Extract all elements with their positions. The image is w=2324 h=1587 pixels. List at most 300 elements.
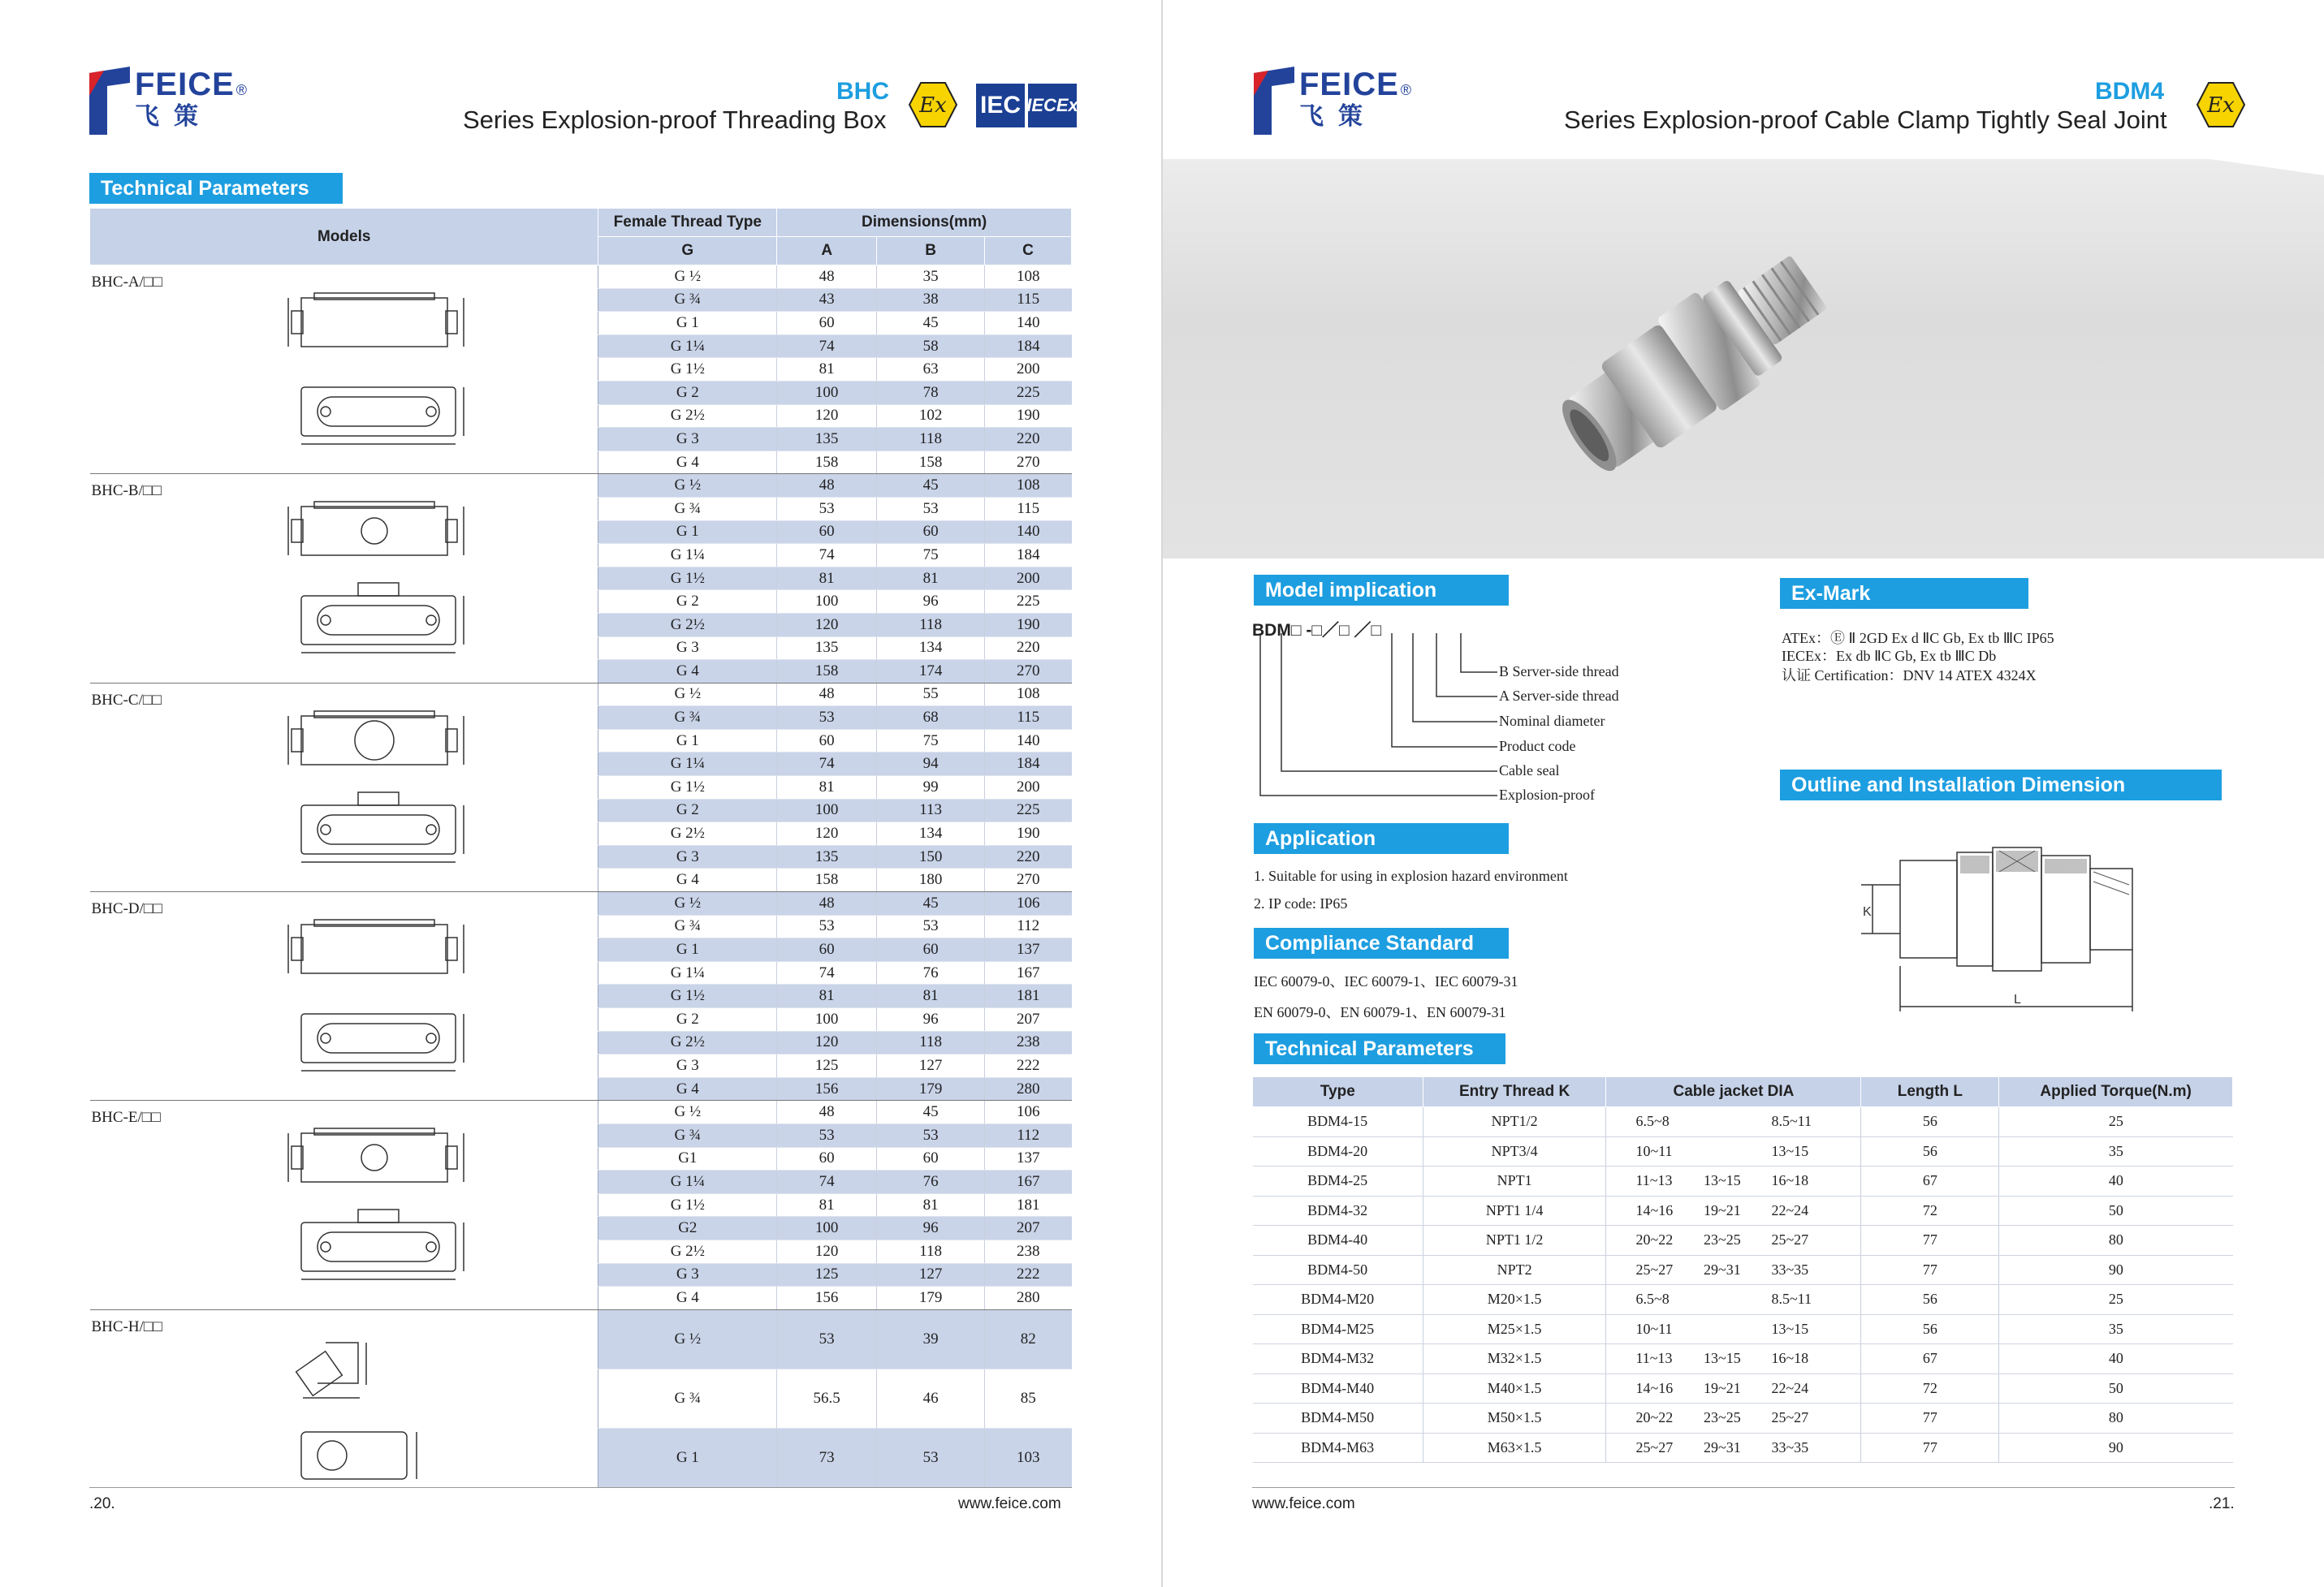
thread-cell: G 2½	[598, 404, 777, 428]
dia-range: 25~27	[1771, 1231, 1809, 1248]
table-row	[90, 1101, 1072, 1124]
b-cell: 96	[877, 1217, 985, 1240]
b-cell: 134	[877, 636, 985, 660]
thread-cell: G 2½	[598, 822, 777, 846]
torque-cell: 80	[1999, 1226, 2233, 1256]
dia-range: 33~35	[1771, 1261, 1809, 1278]
section-technical-parameters: Technical Parameters	[1254, 1033, 1505, 1064]
b-cell: 150	[877, 845, 985, 869]
a-cell: 48	[777, 265, 877, 289]
thread-cell: G 1½	[598, 985, 777, 1008]
model-cell	[90, 892, 598, 1101]
b-cell: 179	[877, 1287, 985, 1310]
thread-cell: G 3	[598, 636, 777, 660]
dia-range: 25~27	[1635, 1438, 1674, 1455]
bdm4-parameter-table	[1252, 1076, 2233, 1463]
dia-range: 13~15	[1771, 1142, 1809, 1159]
model-code: BDM□ -□／□ ／□	[1252, 621, 1382, 640]
b-cell: 53	[877, 915, 985, 938]
torque-cell: 35	[1999, 1314, 2233, 1344]
torque-cell: 25	[1999, 1107, 2233, 1137]
a-cell: 60	[777, 520, 877, 544]
col-length: Length L	[1861, 1077, 1999, 1107]
c-cell: 181	[985, 985, 1072, 1008]
feice-logo-mark-icon	[1254, 67, 1294, 135]
b-cell: 45	[877, 312, 985, 335]
dia-range: 29~31	[1703, 1261, 1741, 1278]
dia-range: 22~24	[1771, 1201, 1809, 1218]
thread-cell: G ¾	[598, 915, 777, 938]
thread-cell: G ¾	[598, 706, 777, 730]
b-cell: 81	[877, 1193, 985, 1217]
cable-dia-cell	[1606, 1404, 1861, 1434]
b-cell: 45	[877, 474, 985, 498]
table-row	[1253, 1374, 2233, 1404]
c-cell: 220	[985, 428, 1072, 451]
c-cell: 220	[985, 845, 1072, 869]
b-cell: 174	[877, 660, 985, 684]
thread-cell: G 2	[598, 799, 777, 822]
thread-cell: M25×1.5	[1423, 1314, 1606, 1344]
model-drawing	[285, 1117, 480, 1309]
dia-range: 13~15	[1703, 1172, 1741, 1189]
b-cell: 78	[877, 381, 985, 404]
iec-logos	[976, 84, 1077, 127]
c-cell: 270	[985, 869, 1072, 892]
c-cell: 115	[985, 497, 1072, 520]
type-cell: BDM4-M20	[1253, 1285, 1423, 1315]
torque-cell: 50	[1999, 1374, 2233, 1404]
type-cell: BDM4-20	[1253, 1136, 1423, 1167]
length-cell: 72	[1861, 1374, 1999, 1404]
length-cell: 56	[1861, 1107, 1999, 1137]
a-cell: 100	[777, 590, 877, 614]
thread-cell: NPT1/2	[1423, 1107, 1606, 1137]
type-cell: BDM4-M25	[1253, 1314, 1423, 1344]
a-cell: 100	[777, 799, 877, 822]
a-cell: 53	[777, 497, 877, 520]
c-cell: 225	[985, 381, 1072, 404]
a-cell: 53	[777, 706, 877, 730]
model-drawing	[285, 282, 480, 473]
b-cell: 39	[877, 1309, 985, 1369]
a-cell: 53	[777, 915, 877, 938]
ex-symbol-text: Ex	[2207, 93, 2235, 118]
thread-cell: G 2½	[598, 1031, 777, 1054]
table-row	[1253, 1136, 2233, 1167]
torque-cell: 25	[1999, 1285, 2233, 1315]
c-cell: 207	[985, 1008, 1072, 1032]
section-application: Application	[1254, 823, 1509, 854]
dia-range: 20~22	[1635, 1409, 1674, 1426]
thread-cell: G 1½	[598, 358, 777, 382]
a-cell: 74	[777, 753, 877, 776]
table-row	[1253, 1285, 2233, 1315]
legend-b-thread: B Server-side thread	[1499, 663, 1619, 679]
b-cell: 127	[877, 1054, 985, 1078]
thread-cell: G ¾	[598, 288, 777, 312]
thread-cell: NPT3/4	[1423, 1136, 1606, 1167]
legend-a-thread: A Server-side thread	[1499, 688, 1619, 704]
type-cell: BDM4-M32	[1253, 1344, 1423, 1374]
a-cell: 53	[777, 1309, 877, 1369]
length-cell: 72	[1861, 1196, 1999, 1226]
a-cell: 100	[777, 381, 877, 404]
dia-range: 33~35	[1771, 1438, 1809, 1455]
a-cell: 135	[777, 428, 877, 451]
thread-cell: G 2	[598, 590, 777, 614]
torque-cell: 40	[1999, 1344, 2233, 1374]
thread-cell: G 3	[598, 1263, 777, 1287]
legend-cable-seal: Cable seal	[1499, 762, 1560, 778]
registered-mark: ®	[235, 82, 248, 98]
b-cell: 134	[877, 822, 985, 846]
c-cell: 82	[985, 1309, 1072, 1369]
c-cell: 222	[985, 1263, 1072, 1287]
thread-cell: M40×1.5	[1423, 1374, 1606, 1404]
b-cell: 75	[877, 729, 985, 753]
dim-l-label: L	[2014, 993, 2021, 1007]
dia-range: 22~24	[1771, 1379, 1809, 1396]
table-row	[90, 683, 1072, 706]
model-cell	[90, 265, 598, 474]
a-cell: 81	[777, 358, 877, 382]
c-cell: 200	[985, 567, 1072, 590]
a-cell: 60	[777, 938, 877, 962]
thread-cell: G ¾	[598, 1369, 777, 1428]
b-cell: 76	[877, 1171, 985, 1194]
thread-cell: NPT1	[1423, 1167, 1606, 1197]
thread-cell: G 2½	[598, 1240, 777, 1263]
dia-range: 20~22	[1635, 1231, 1674, 1248]
table-row	[1253, 1196, 2233, 1226]
thread-cell: G ¾	[598, 497, 777, 520]
thread-cell: G2	[598, 1217, 777, 1240]
outline-dimension-drawing	[1853, 836, 2170, 1023]
b-cell: 53	[877, 1123, 985, 1147]
b-cell: 35	[877, 265, 985, 289]
b-cell: 118	[877, 428, 985, 451]
b-cell: 113	[877, 799, 985, 822]
length-cell: 67	[1861, 1167, 1999, 1197]
a-cell: 53	[777, 1123, 877, 1147]
c-cell: 190	[985, 613, 1072, 636]
ex-hexagon-icon	[2196, 81, 2246, 128]
cable-dia-cell	[1606, 1226, 1861, 1256]
model-name: BHC-B/□□	[91, 482, 162, 500]
a-cell: 120	[777, 1240, 877, 1263]
a-cell: 60	[777, 1147, 877, 1171]
b-cell: 46	[877, 1369, 985, 1428]
dia-range: 19~21	[1703, 1201, 1741, 1218]
a-cell: 56.5	[777, 1369, 877, 1428]
table-row	[90, 474, 1072, 498]
thread-cell: G1	[598, 1147, 777, 1171]
model-name: BHC-E/□□	[91, 1109, 161, 1127]
dia-range: 10~11	[1635, 1142, 1673, 1159]
length-cell: 77	[1861, 1226, 1999, 1256]
thread-cell: G 4	[598, 1077, 777, 1101]
brand-name: FEICE	[1299, 67, 1399, 102]
table-row	[90, 892, 1072, 916]
thread-cell: M63×1.5	[1423, 1433, 1606, 1463]
series-code: BDM4	[2095, 78, 2165, 105]
dia-range	[1704, 1113, 1769, 1130]
c-cell: 280	[985, 1287, 1072, 1310]
left-page	[0, 0, 1161, 1587]
a-cell: 125	[777, 1263, 877, 1287]
footer-divider	[89, 1487, 1072, 1488]
type-cell: BDM4-50	[1253, 1255, 1423, 1285]
model-name: BHC-H/□□	[91, 1317, 162, 1335]
a-cell: 120	[777, 1031, 877, 1054]
series-code: BHC	[836, 78, 889, 105]
c-cell: 200	[985, 358, 1072, 382]
thread-cell: G 1	[598, 520, 777, 544]
c-cell: 108	[985, 265, 1072, 289]
torque-cell: 50	[1999, 1196, 2233, 1226]
cable-dia-cell	[1606, 1314, 1861, 1344]
c-cell: 190	[985, 404, 1072, 428]
thread-cell: G ¾	[598, 1123, 777, 1147]
application-line-2: 2. IP code: IP65	[1254, 895, 1348, 912]
a-cell: 60	[777, 729, 877, 753]
c-cell: 238	[985, 1031, 1072, 1054]
right-page	[1163, 0, 2324, 1587]
feice-logo-mark-icon	[89, 67, 130, 135]
c-cell: 112	[985, 915, 1072, 938]
b-cell: 55	[877, 683, 985, 706]
c-cell: 85	[985, 1369, 1072, 1428]
dia-range: 8.5~11	[1771, 1291, 1812, 1308]
dia-range: 14~16	[1635, 1201, 1674, 1218]
a-cell: 74	[777, 544, 877, 567]
thread-cell: G 1	[598, 312, 777, 335]
model-drawing	[285, 490, 480, 682]
website-left: www.feice.com	[958, 1495, 1061, 1512]
table-row	[1253, 1433, 2233, 1463]
table-row	[1253, 1167, 2233, 1197]
length-cell: 67	[1861, 1344, 1999, 1374]
dia-range	[1704, 1321, 1769, 1338]
dia-range: 16~18	[1771, 1350, 1809, 1367]
cable-dia-cell	[1606, 1107, 1861, 1137]
b-cell: 45	[877, 892, 985, 916]
c-cell: 108	[985, 474, 1072, 498]
dia-range: 14~16	[1635, 1379, 1674, 1396]
a-cell: 81	[777, 1193, 877, 1217]
a-cell: 60	[777, 312, 877, 335]
b-cell: 94	[877, 753, 985, 776]
ex-mark-iecex: IECEx：Ex db ⅡC Gb, Ex tb ⅢC Db	[1782, 648, 1997, 664]
model-cell	[90, 474, 598, 683]
series-title: Series Explosion-proof Cable Clamp Tightly Seal Joint	[1564, 106, 2167, 134]
length-cell: 56	[1861, 1285, 1999, 1315]
c-cell: 200	[985, 776, 1072, 800]
b-cell: 127	[877, 1263, 985, 1287]
registered-mark: ®	[1400, 82, 1412, 98]
col-cable-dia: Cable jacket DIA	[1606, 1077, 1861, 1107]
thread-cell: G ½	[598, 474, 777, 498]
c-cell: 108	[985, 683, 1072, 706]
cable-dia-cell	[1606, 1285, 1861, 1315]
dia-range: 6.5~8	[1635, 1291, 1670, 1308]
thread-cell: G 2	[598, 1008, 777, 1032]
b-cell: 63	[877, 358, 985, 382]
c-cell: 112	[985, 1123, 1072, 1147]
dia-range	[1704, 1291, 1769, 1308]
type-cell: BDM4-M63	[1253, 1433, 1423, 1463]
col-type: Type	[1253, 1077, 1423, 1107]
dia-range: 23~25	[1703, 1231, 1741, 1248]
table-row	[1253, 1344, 2233, 1374]
a-cell: 73	[777, 1428, 877, 1487]
thread-cell: G 4	[598, 869, 777, 892]
iec-logo: IEC	[976, 84, 1025, 127]
thread-cell: G ½	[598, 683, 777, 706]
b-cell: 118	[877, 613, 985, 636]
col-g: G	[598, 237, 777, 265]
type-cell: BDM4-25	[1253, 1167, 1423, 1197]
legend-product-code: Product code	[1499, 738, 1576, 754]
model-drawing	[285, 1326, 439, 1494]
compliance-line-2: EN 60079-0、EN 60079-1、EN 60079-31	[1254, 1004, 1506, 1020]
table-row	[1253, 1226, 2233, 1256]
ex-mark-atex: ATEx：Ⓔ Ⅱ 2GD Ex d ⅡC Gb, Ex tb ⅢC IP65	[1782, 630, 2054, 646]
a-cell: 74	[777, 961, 877, 985]
feice-logo	[89, 67, 247, 135]
table-row	[1253, 1314, 2233, 1344]
cable-dia-cell	[1606, 1374, 1861, 1404]
dia-range: 8.5~11	[1771, 1113, 1812, 1130]
c-cell: 137	[985, 938, 1072, 962]
model-cell	[90, 683, 598, 891]
c-cell: 280	[985, 1077, 1072, 1101]
c-cell: 167	[985, 961, 1072, 985]
c-cell: 190	[985, 822, 1072, 846]
col-thread: Female Thread Type	[598, 209, 777, 237]
a-cell: 135	[777, 636, 877, 660]
thread-cell: G 1½	[598, 1193, 777, 1217]
b-cell: 81	[877, 985, 985, 1008]
dia-range: 25~27	[1771, 1409, 1809, 1426]
b-cell: 102	[877, 404, 985, 428]
model-name: BHC-C/□□	[91, 691, 162, 709]
a-cell: 120	[777, 822, 877, 846]
thread-cell: G 1½	[598, 776, 777, 800]
thread-cell: NPT1 1/2	[1423, 1226, 1606, 1256]
thread-cell: M50×1.5	[1423, 1404, 1606, 1434]
c-cell: 222	[985, 1054, 1072, 1078]
b-cell: 96	[877, 1008, 985, 1032]
b-cell: 118	[877, 1240, 985, 1263]
thread-cell: G 1½	[598, 567, 777, 590]
ex-mark-certification: 认证 Certification：DNV 14 ATEX 4324X	[1782, 667, 2037, 684]
model-drawing	[285, 908, 480, 1100]
series-title: Series Explosion-proof Threading Box	[463, 106, 887, 134]
a-cell: 43	[777, 288, 877, 312]
b-cell: 68	[877, 706, 985, 730]
dia-range: 13~15	[1771, 1320, 1809, 1337]
ex-hexagon-icon	[908, 81, 958, 128]
cable-dia-cell	[1606, 1136, 1861, 1167]
thread-cell: G 3	[598, 845, 777, 869]
b-cell: 75	[877, 544, 985, 567]
a-cell: 48	[777, 683, 877, 706]
col-models: Models	[90, 209, 598, 265]
model-name: BHC-A/□□	[91, 274, 162, 291]
torque-cell: 90	[1999, 1255, 2233, 1285]
cable-dia-cell	[1606, 1255, 1861, 1285]
thread-cell: G ½	[598, 892, 777, 916]
a-cell: 81	[777, 776, 877, 800]
thread-cell: G 1	[598, 729, 777, 753]
thread-cell: G 3	[598, 1054, 777, 1078]
thread-cell: G ½	[598, 1309, 777, 1369]
c-cell: 140	[985, 312, 1072, 335]
col-torque: Applied Torque(N.m)	[1999, 1077, 2233, 1107]
a-cell: 158	[777, 451, 877, 474]
brand-name-cn: 飞策	[135, 102, 213, 131]
b-cell: 60	[877, 520, 985, 544]
type-cell: BDM4-15	[1253, 1107, 1423, 1137]
length-cell: 77	[1861, 1255, 1999, 1285]
section-technical-parameters: Technical Parameters	[89, 173, 343, 204]
table-row	[1253, 1404, 2233, 1434]
c-cell: 270	[985, 451, 1072, 474]
compliance-line-1: IEC 60079-0、IEC 60079-1、IEC 60079-31	[1254, 973, 1518, 990]
legend-explosion-proof: Explosion-proof	[1499, 787, 1595, 803]
a-cell: 120	[777, 404, 877, 428]
table-row	[90, 265, 1072, 289]
c-cell: 184	[985, 544, 1072, 567]
thread-cell: NPT2	[1423, 1255, 1606, 1285]
b-cell: 60	[877, 1147, 985, 1171]
thread-cell: G 3	[598, 428, 777, 451]
torque-cell: 35	[1999, 1136, 2233, 1167]
model-drawing	[285, 700, 480, 891]
type-cell: BDM4-40	[1253, 1226, 1423, 1256]
thread-cell: G ½	[598, 265, 777, 289]
b-cell: 58	[877, 334, 985, 358]
c-cell: 225	[985, 799, 1072, 822]
b-cell: 60	[877, 938, 985, 962]
c-cell: 270	[985, 660, 1072, 684]
dia-range: 23~25	[1703, 1409, 1741, 1426]
brand-name-cn: 飞策	[1299, 102, 1377, 131]
a-cell: 48	[777, 892, 877, 916]
c-cell: 238	[985, 1240, 1072, 1263]
model-cell	[90, 1309, 598, 1487]
cable-dia-cell	[1606, 1167, 1861, 1197]
thread-cell: G 1¼	[598, 1171, 777, 1194]
a-cell: 74	[777, 1171, 877, 1194]
dia-range: 10~11	[1635, 1320, 1673, 1337]
thread-cell: G 1	[598, 1428, 777, 1487]
length-cell: 77	[1861, 1404, 1999, 1434]
a-cell: 48	[777, 474, 877, 498]
a-cell: 156	[777, 1287, 877, 1310]
a-cell: 100	[777, 1008, 877, 1032]
model-implication-diagram	[1254, 633, 1505, 804]
length-cell: 56	[1861, 1136, 1999, 1167]
dia-range: 19~21	[1703, 1379, 1741, 1396]
type-cell: BDM4-M40	[1253, 1374, 1423, 1404]
cable-dia-cell	[1606, 1196, 1861, 1226]
footer-divider	[1252, 1487, 2235, 1488]
page-number-right: .21.	[2209, 1495, 2235, 1512]
dia-range	[1704, 1143, 1769, 1160]
